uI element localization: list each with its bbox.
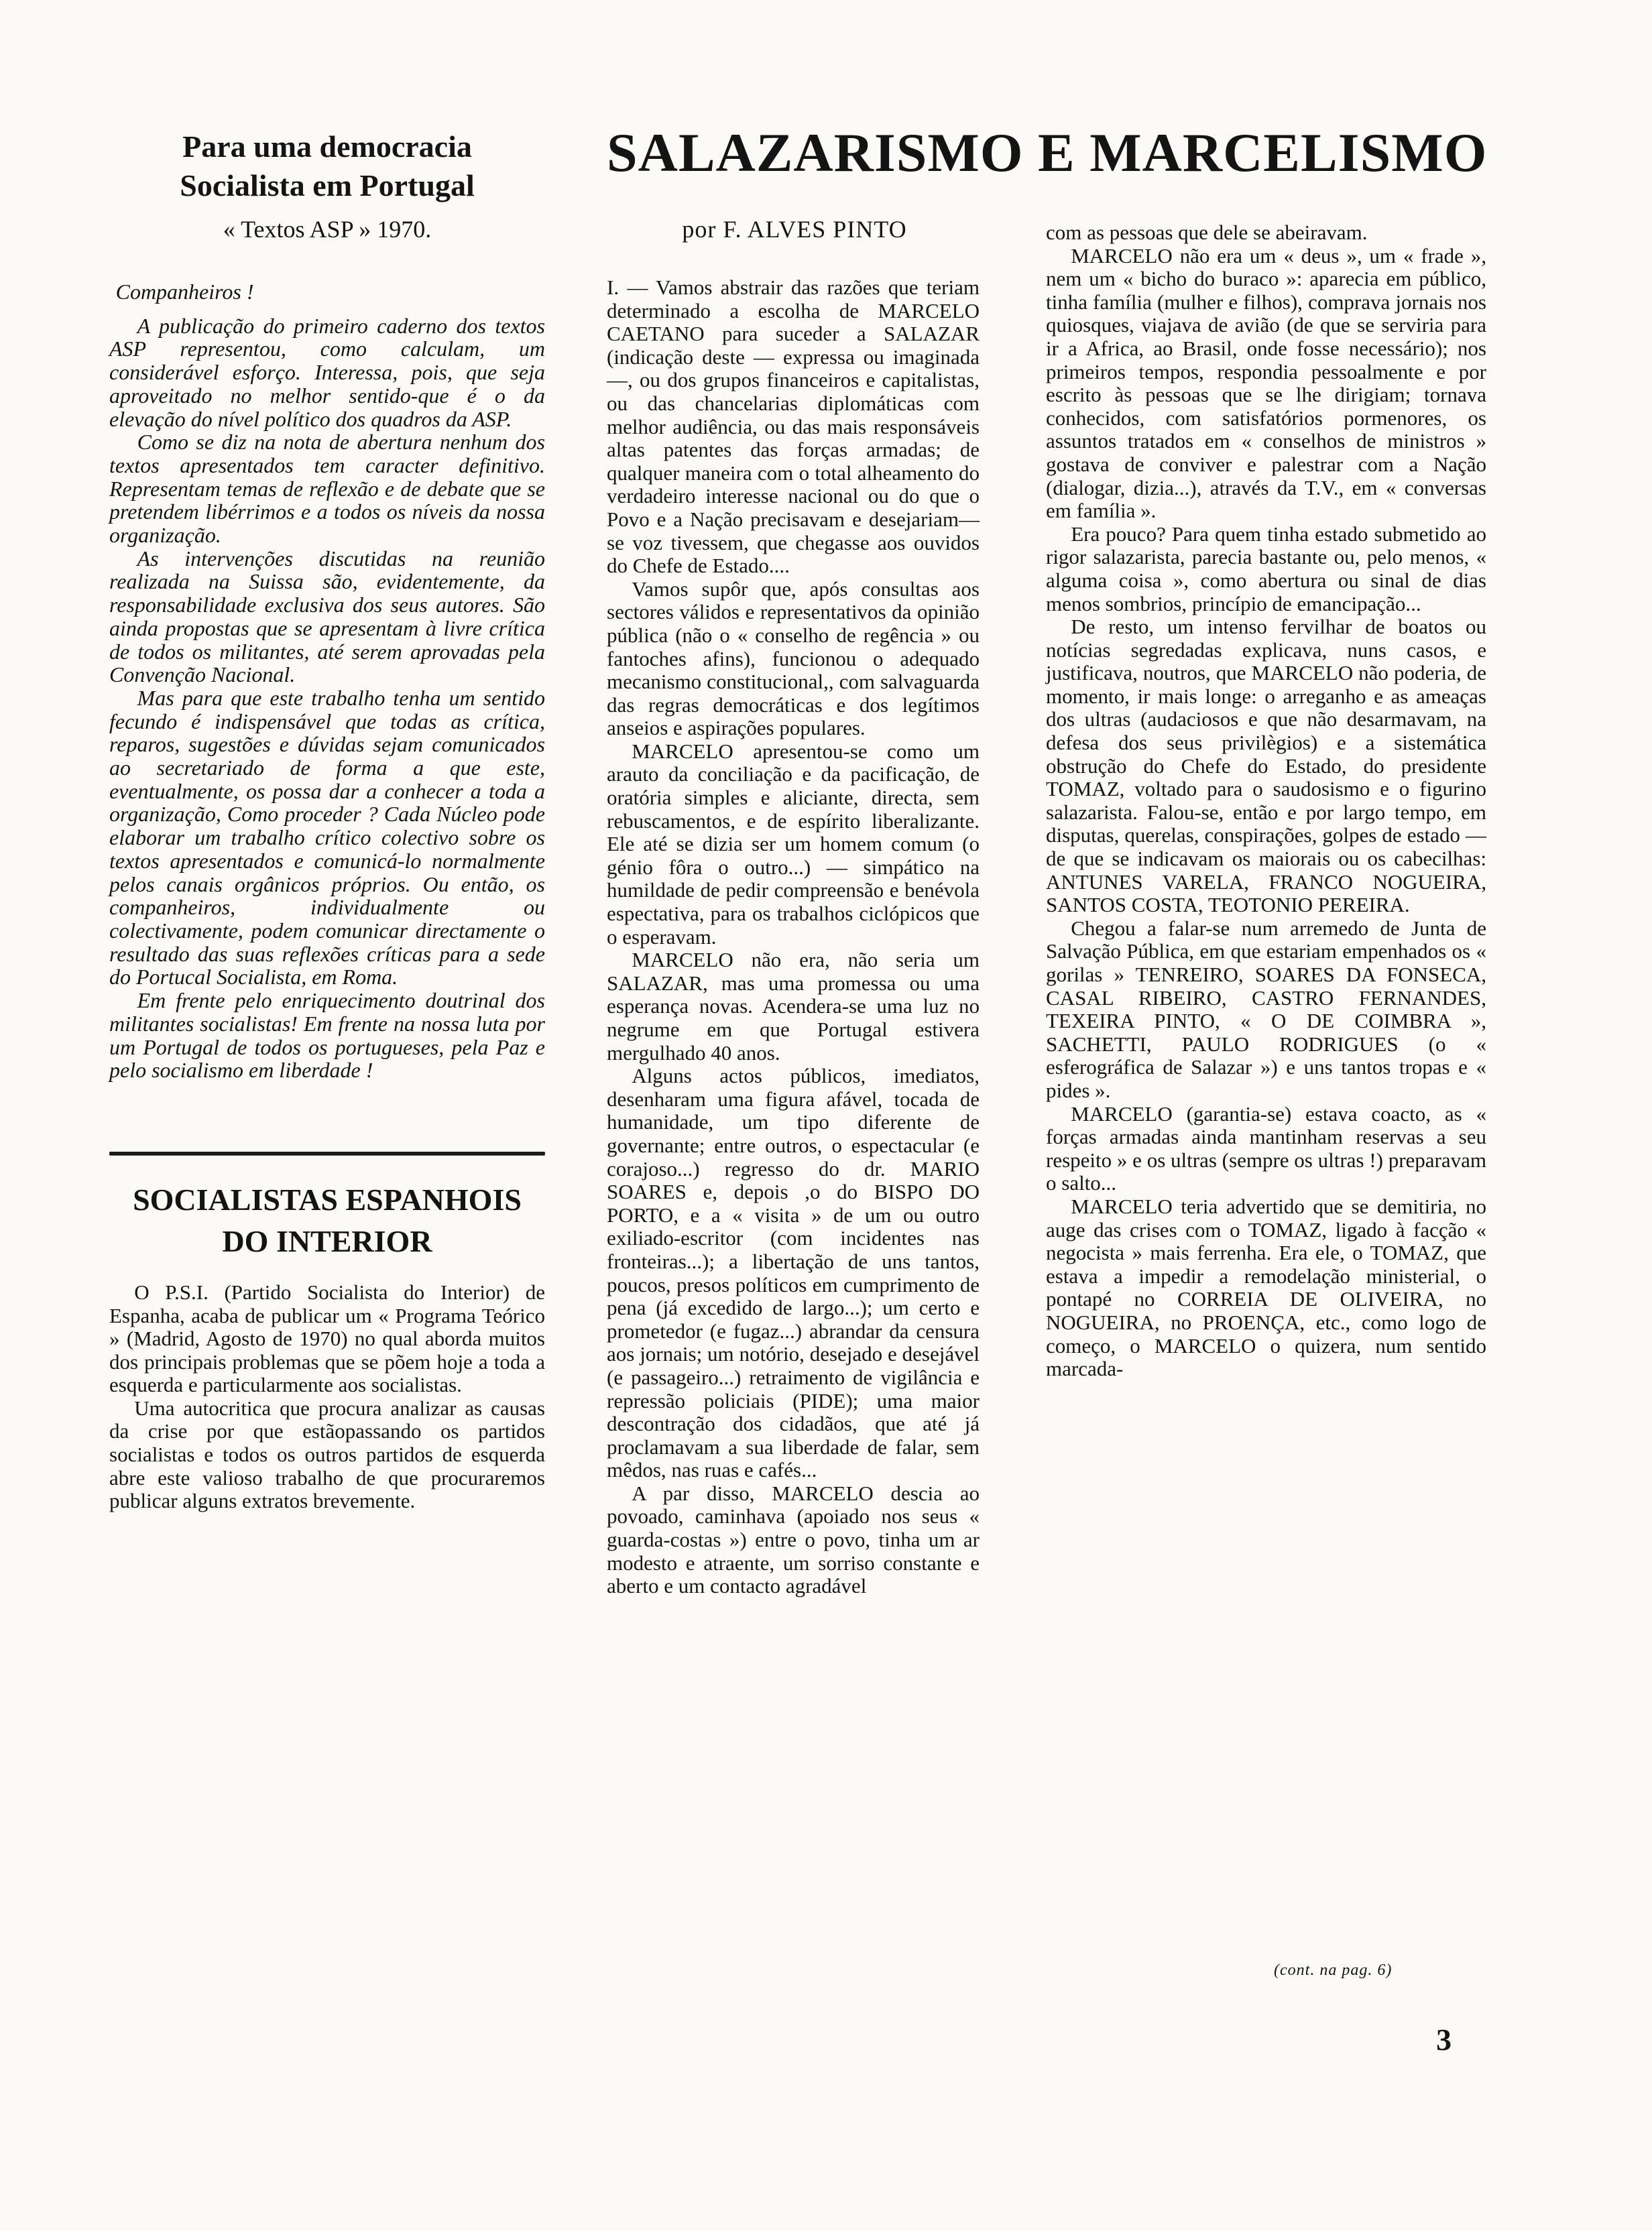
article-paragraph: Chegou a falar-se num arremedo de Junta de Salvação Pública, em que estariam empenhados os « gorilas » TENREIRO, SOARES DA FONSECA, CASAL RIBEIRO, CASTRO FERNANDES, TEXEIRA PINTO, « O DE COIMBRA », SACHETTI, PAULO RODRIGUES (o « esferográfica de Salazar ») e uns tantos tropas e « pides ». — [1046, 916, 1486, 1102]
asp-paragraph: As intervenções discutidas na reunião realizada na Suissa são, evidentemente, da responsabilidade exclusiva dos seus autores. São ainda propostas que se apresentam à livre crítica de todos os militantes, até serem aprovadas pela Convenção Nacional. — [109, 546, 545, 687]
asp-source: « Textos ASP » 1970. — [223, 216, 432, 243]
article-paragraph: I. — Vamos abstrair das razões que teriam determinado a escolha de MARCELO CAETANO para suceder a SALAZAR (indicação deste — expressa ou imaginada —, ou dos grupos financeiros e capitalistas, ou das chancelarias diplomáticas com melhor audiência, ou das mais responsáveis altas patentes das forças armadas; de qualquer maneira com o total alheamento do verdadeiro interesse nacional ou do que o Povo e a Nação precisavam e desejariam—se voz tivessem, que chegasse aos ouvidos do Chefe de Estado.... — [607, 276, 980, 578]
article-paragraph: A par disso, MARCELO descia ao povoado, caminhava (apoiado nos seus « guarda-costas ») entre o povo, tinha um ar modesto e atraente, um sorriso constante e aberto e um contacto agradável — [607, 1481, 980, 1598]
psoe-paragraph: Uma autocritica que procura analizar as causas da crise por que estãopassando os partidos socialistas e todos os outros partidos de esquerda abre este valioso trabalho de que procuraremos publicar alguns extratos brevemente. — [109, 1396, 545, 1513]
article-paragraph: MARCELO não era um « deus », um « frade », nem um « bicho do buraco »: aparecia em público, tinha família (mulher e filhos), comprava jornais nos quiosques, viajava de avião (de que se serviria para ir a Africa, ao Brasil, onde fosse necessário); nos primeiros tempos, respondia pessoalmente e por escrito às pessoas que se lhe dirigiam; tornava conhecidos, com satisfatórios pormenores, os assuntos tratados em « conselhos de ministros » gostava de conviver e palestrar com a Nação (dialogar, dizia...), através da T.V., em « conversas em família ». — [1046, 243, 1486, 523]
article-right-column — [1046, 221, 1486, 1381]
article-paragraph: MARCELO apresentou-se como um arauto da conciliação e da pacificação, de oratória simples e aliciante, directa, sem rebuscamentos, e de espírito liberalizante. Ele até se dizia ser um homem comum (o génio fôra o outro...) — simpático na humildade de pedir compreensão e benévola espectativa, para os trabalhos ciclópicos que o esperavam. — [607, 739, 980, 949]
article-paragraph: MARCELO não era, não seria um SALAZAR, mas uma promessa ou uma esperança novas. Acendera-se uma luz no negrume em que Portugal estivera mergulhado 40 anos. — [607, 948, 980, 1065]
article-paragraph: Era pouco? Para quem tinha estado submetido ao rigor salazarista, parecia bastante ou, pelo menos, « alguma coisa », como abertura ou sinal de dias menos sombrios, princípio de emancipação... — [1046, 522, 1486, 615]
left-column — [109, 127, 545, 1513]
article-paragraph: Vamos supôr que, após consultas aos sectores válidos e representativos da opinião pública (não o « conselho de regência » ou fantoches afins), funcionou o adequado mecanismo constitucional,, com salvaguarda das regras democráticas e dos legítimos anseios e aspirações populares. — [607, 577, 980, 740]
psoe-title-line1: SOCIALISTAS ESPANHOIS — [133, 1182, 522, 1217]
asp-paragraph: Mas para que este trabalho tenha um sentido fecundo é indispensável que todas as crítica, reparos, sugestões e dúvidas sejam comunicados ao secretariado de forma a que este, eventualmente, os possa dar a conhecer a toda a organização, Como proceder ? Cada Núcleo pode elaborar um trabalho crítico colectivo sobre os textos apresentados e comunicá-lo normalmente pelos canais orgânicos próprios. Ou então, os companheiros, individualmente ou colectivamente, podem comunicar directamente o resultado das suas reflexões críticas para a sede do Portucal Socialista, em Roma. — [109, 685, 545, 989]
asp-paragraph: Em frente pelo enriquecimento doutrinal dos militantes socialistas! Em frente na nossa luta por um Portugal de todos os portugueses, pela Paz e pelo socialismo em liberdade ! — [109, 988, 545, 1083]
psoe-section-title — [109, 1179, 545, 1262]
article-title: SALAZARISMO E MARCELISMO — [607, 122, 1488, 183]
asp-salutation: Companheiros ! — [115, 280, 254, 304]
continuation-note: (cont. na pag. 6) — [1274, 1962, 1393, 1979]
article-paragraph: MARCELO teria advertido que se demitiria, no auge das crises com o TOMAZ, ligado à facção « negocista » mais ferrenha. Era ele, o TOMAZ, que estava a impedir a remodelação ministerial, o pontapé no CORREIA DE OLIVEIRA, no NOGUEIRA, no PROENÇA, etc., como logo de começo, o MARCELO o quizera, num sentido marcada- — [1046, 1194, 1486, 1381]
asp-section-title — [109, 127, 545, 205]
asp-title-line2: Socialista em Portugal — [180, 168, 475, 202]
page-number: 3 — [1436, 2023, 1452, 2057]
asp-paragraph: A publicação do primeiro caderno dos textos ASP representou, como calculam, um considerável esforço. Interessa, pois, que seja aproveitado no melhor sentido-que é o da elevação do nível político dos quadros da ASP. — [109, 313, 545, 431]
article-paragraph: De resto, um intenso fervilhar de boatos ou notícias segredadas explicava, nuns casos, e justificava, noutros, que MARCELO não poderia, de momento, ir mais longe: o arreganho e as ameaças dos ultras (audaciosos e que não desarmavam, na defesa dos seus privilègios) e a sistemática obstrução do Chefe do Estado, do presidente TOMAZ, voltado para o saudosismo e o figurino salazarista. Falou-se, então e por largo tempo, em disputas, querelas, conspirações, golpes de estado — de que se indicavam os maiorais ou os cabecilhas: ANTUNES VARELA, FRANCO NOGUEIRA, SANTOS COSTA, TEOTONIO PEREIRA. — [1046, 615, 1486, 917]
psoe-title-line2: DO INTERIOR — [222, 1223, 432, 1258]
psoe-paragraph: O P.S.I. (Partido Socialista do Interior) de Espanha, acaba de publicar um « Programa Teórico » (Madrid, Agosto de 1970) no qual aborda muitos dos principais problemas que se põem hoje a toda a esquerda e particularmente aos socialistas. — [109, 1280, 545, 1397]
asp-title-line1: Para uma democracia — [182, 129, 472, 164]
article-byline: por F. ALVES PINTO — [682, 216, 907, 243]
article-paragraph: Alguns actos públicos, imediatos, desenharam uma figura afável, tocada de humanidade, um tipo diferente de governante; entre outros, o espectacular (e corajoso...) regresso do dr. MARIO SOARES e, depois ,o do BISPO DO PORTO, e a « visita » de um ou outro exiliado-escritor (com incidentes nas fronteiras...); a libertação de uns tantos, poucos, presos políticos em cumprimento de pena (já excedido de largo...); um certo e prometedor (e fugaz...) abrandar da censura aos jornais; um notório, desejado e desejável (e passageiro...) retraimento de vigilância e repressão policiais (PIDE); uma maior descontração dos cidadãos, que até já proclamavam a sua liberdade de falar, sem mêdos, nas ruas e cafés... — [607, 1064, 980, 1482]
psoe-body — [109, 1281, 545, 1513]
article-paragraph: com as pessoas que dele se abeiravam. — [1046, 221, 1368, 244]
article-paragraph: MARCELO (garantia-se) estava coacto, as « forças armadas ainda mantinham reservas a seu respeito » e os ultras (sempre os ultras !) preparavam o salto... — [1046, 1101, 1486, 1195]
section-divider — [109, 1152, 545, 1155]
asp-body — [109, 280, 545, 1082]
asp-paragraph: Como se diz na nota de abertura nenhum dos textos apresentados tem caracter definitivo. Representam temas de reflexão e de debate que se pretendem libérrimos e a todos os níveis da nossa organização. — [109, 430, 545, 548]
article-middle-column — [607, 276, 980, 1598]
